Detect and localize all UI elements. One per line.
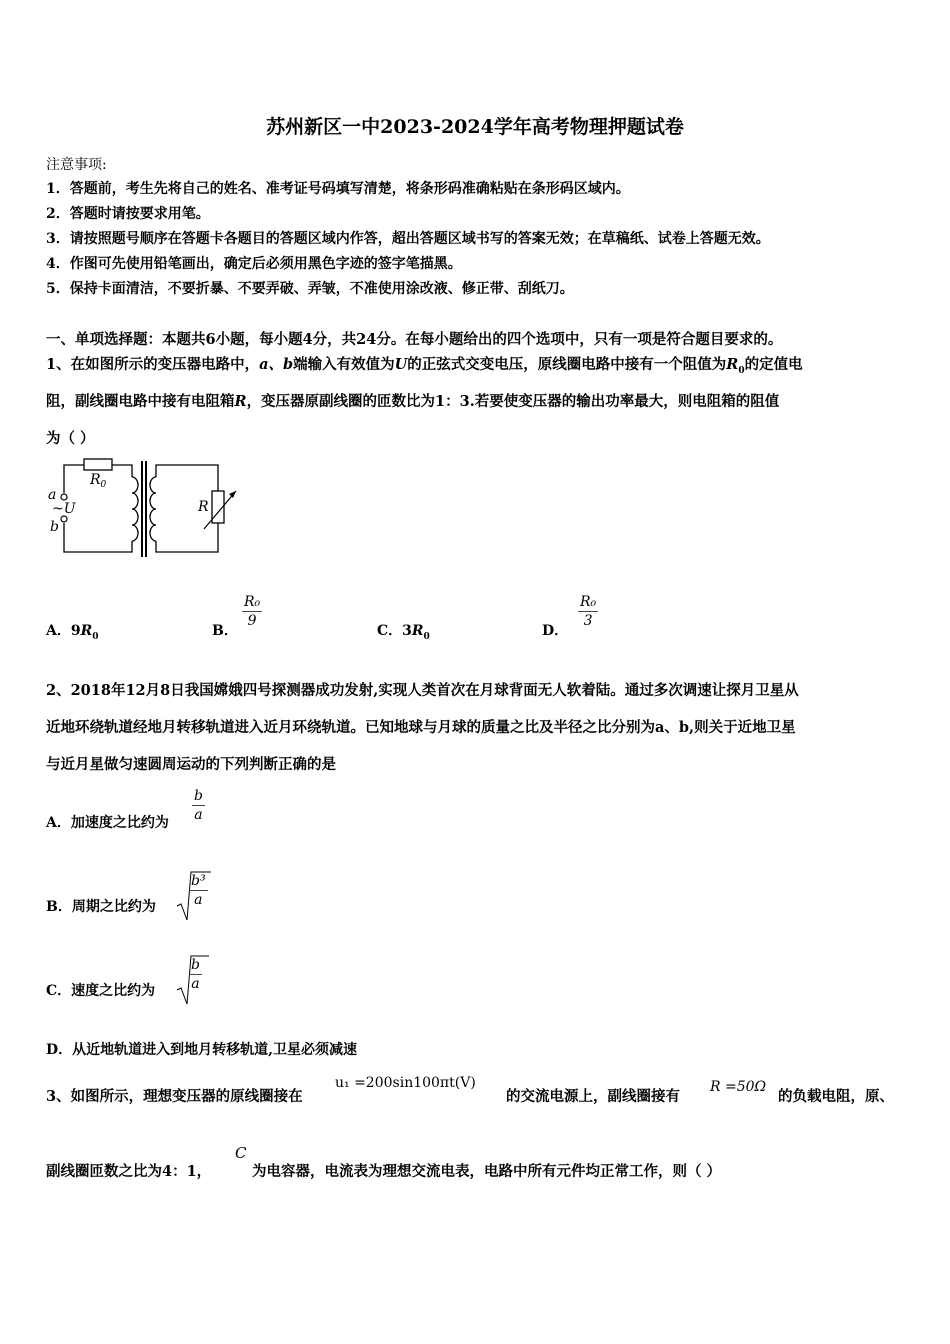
q2-option-d[interactable]: D．从近地轨道进入到地月转移轨道,卫星必须减速 [46, 1042, 358, 1058]
q3-voltage-formula: u₁ =200sin100πt(V) [335, 1075, 476, 1091]
notice-item: 2．答题时请按要求用笔。 [46, 206, 210, 222]
q2-option-b[interactable]: B．周期之比约为 [46, 899, 156, 915]
q1-option-a[interactable]: A．$9R_0$ [46, 623, 99, 642]
q2-option-b-fraction: $\frac{\text{b³}}{a}$ [191, 873, 206, 908]
notice-heading: 注意事项: [46, 157, 107, 173]
q3-line-2-end: 为电容器，电流表为理想交流电表，电路中所有元件均正常工作，则（ ） [252, 1163, 722, 1180]
notice-item: 3．请按照题号顺序在答题卡各题目的答题区域内作答，超出答题区域书写的答案无效；在草稿纸、试卷上答题无效。 [46, 231, 770, 247]
q3-resistance: R =50Ω [710, 1079, 767, 1095]
notice-item: 4．作图可先使用铅笔画出，确定后必须用黑色字迹的签字笔描黑。 [46, 256, 462, 272]
q3-capacitor-symbol: C [235, 1144, 247, 1162]
section-heading: 一、单项选择题：本题共6小题，每小题4分，共24分。在每小题给出的四个选项中，只有一项是符合题目要求的。 [46, 331, 783, 348]
q2-line-2: 近地环绕轨道经地月转移轨道进入近月环绕轨道。已知地球与月球的质量之比及半径之比分别为a、b,则关于近地卫星 [46, 719, 796, 736]
page-title: 苏州新区一中2023-2024学年高考物理押题试卷 [266, 116, 684, 138]
q2-option-a[interactable]: A．加速度之比约为 [46, 815, 169, 831]
resistor-r0-icon [84, 459, 112, 470]
q1-option-d-fraction: $\frac{\text{R₀}}{3}$ [580, 594, 597, 629]
q1-line-2: 阻，副线圈电路中接有电阻箱R，变压器原副线圈的匝数比为1：3.若要使变压器的输出功率最大，则电阻箱的阻值 [46, 393, 780, 410]
fig-label-u: ~U [52, 501, 76, 517]
fig-label-a: a [48, 487, 57, 503]
fig-label-r0: $R_0$ [90, 472, 107, 490]
fig-label-b: b [50, 519, 59, 535]
q2-option-c-fraction: $\frac{b}{a}$ [191, 957, 200, 992]
q3-line-1-mid: 的交流电源上，副线圈接有 [506, 1088, 680, 1105]
q1-line-1: 1、在如图所示的变压器电路中，a、b端输入有效值为U的正弦式交变电压，原线圈电路中接有一个阻值为$R_0$的定值电 [46, 356, 803, 376]
q3-line-1-end: 的负载电阻，原、 [778, 1088, 894, 1105]
q2-line-1: 2、2018年12月8日我国嫦娥四号探测器成功发射,实现人类首次在月球背面无人软着陆。通过多次调速让探月卫星从 [46, 682, 799, 699]
q1-option-b-fraction: $\frac{\text{R₀}}{9}$ [244, 594, 261, 629]
q1-option-c[interactable]: C．$3R_0$ [377, 623, 430, 642]
notice-item: 5．保持卡面清洁，不要折暴、不要弄破、弄皱，不准使用涂改液、修正带、刮纸刀。 [46, 281, 574, 297]
q3-line-1-start: 3、如图所示，理想变压器的原线圈接在 [46, 1088, 303, 1105]
q3-line-2-start: 副线圈匝数之比为4：1， [46, 1163, 212, 1180]
transformer-circuit-figure [46, 455, 256, 565]
q2-line-3: 与近月星做匀速圆周运动的下列判断正确的是 [46, 756, 336, 773]
fig-label-r: R [198, 499, 209, 515]
notice-item: 1．答题前，考生先将自己的姓名、准考证号码填写清楚，将条形码准确粘贴在条形码区域内。 [46, 181, 630, 197]
q1-option-b-label[interactable]: B． [212, 623, 238, 639]
terminal-a-icon [61, 494, 67, 500]
q2-option-c[interactable]: C．速度之比约为 [46, 983, 156, 999]
primary-coil-icon [132, 477, 138, 541]
secondary-coil-icon [150, 477, 156, 541]
q2-option-a-fraction: $\frac{b}{a}$ [194, 788, 203, 823]
q1-line-3: 为（ ） [46, 430, 95, 447]
q1-option-d-label[interactable]: D． [542, 623, 569, 639]
